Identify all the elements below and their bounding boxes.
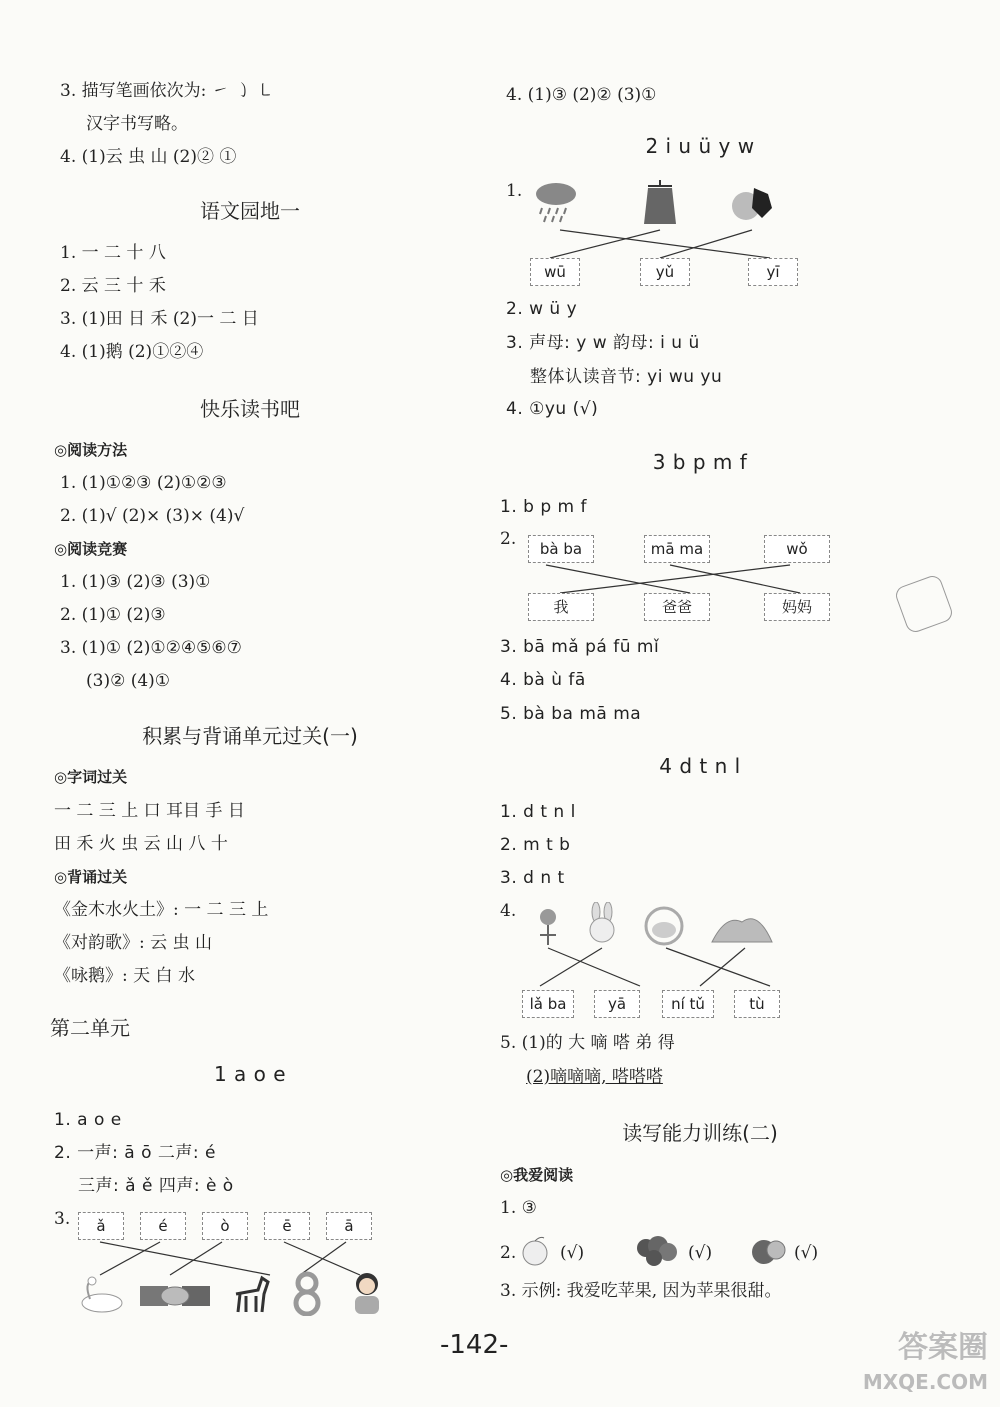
answer-line: 1. b p m f (500, 497, 587, 517)
answer-line: 2. 一声: ā ō 二声: é (54, 1143, 216, 1163)
answer-line: 3. 描写笔画依次为: ㇀ ㇁ ㇄ (60, 81, 274, 101)
answer-line: 3. (1)① (2)①②④⑤⑥⑦ (60, 638, 242, 658)
pinyin-box: ò (202, 1212, 248, 1240)
girl-picture (345, 1270, 389, 1316)
question-number: 4. (500, 901, 517, 921)
answer-line: 3. 示例: 我爱吃苹果, 因为苹果很甜。 (500, 1281, 782, 1301)
pinyin-box: wū (530, 258, 580, 286)
answer-line: 1. (1)①②③ (2)①②③ (60, 473, 227, 493)
mud-pile-picture (710, 910, 774, 946)
subsection-title: ◎字词过关 (54, 768, 128, 786)
answer-line: 一 二 三 上 口 耳目 手 日 (54, 801, 245, 821)
answer-line: 4. (1)鹅 (2)①②④ (60, 342, 204, 362)
answer-line: 4. (1)③ (2)② (3)① (506, 85, 657, 105)
subsection-title: ◎背诵过关 (54, 868, 128, 886)
matching-lines (40, 0, 500, 1407)
pinyin-box: yī (748, 258, 798, 286)
hanzi-box: 妈妈 (764, 593, 830, 621)
section-title: 语文园地一 (200, 199, 300, 223)
answer-line: 三声: ǎ ě 四声: è ò (78, 1176, 234, 1196)
answer-line: 2. (1)√ (2)× (3)× (4)√ (60, 506, 245, 526)
answer-line: 汉字书写略。 (86, 114, 188, 134)
answer-line: 1. a o e (54, 1110, 122, 1130)
handshake-picture (140, 1278, 210, 1314)
question-number: 2. (500, 529, 517, 549)
answer-line: 《对韵歌》: 云 虫 山 (54, 933, 212, 953)
section-title: 读写能力训练(二) (622, 1121, 778, 1145)
answer-line: (2)嘀嘀嘀, 嗒嗒嗒 (526, 1067, 663, 1087)
number-eight-picture (285, 1270, 325, 1316)
rabbit-picture (582, 902, 622, 948)
pinyin-box: ǎ (78, 1212, 124, 1240)
answer-line: 5. (1)的 大 嘀 嗒 弟 得 (500, 1033, 675, 1053)
answer-line: (3)② (4)① (86, 671, 171, 691)
pinyin-box: é (140, 1212, 186, 1240)
pinyin-box: ā (326, 1212, 372, 1240)
pinyin-box: ní tǔ (662, 990, 714, 1018)
section-title: 快乐读书吧 (200, 397, 300, 421)
watermark: 答案圈 MXQE.COM (862, 1330, 988, 1394)
answer-line: 5. bà ba mā ma (500, 704, 642, 724)
question-number: 3. (54, 1209, 71, 1229)
pinyin-box: tù (734, 990, 780, 1018)
answer-line: 2. 云 三 十 禾 (60, 276, 166, 296)
pinyin-box: lǎ ba (522, 990, 574, 1018)
answer-line: 4. ①yu (√) (506, 399, 599, 419)
answer-line: 3. d n t (500, 868, 565, 888)
question-number: 2. (500, 1243, 517, 1263)
answer-line: 3. 声母: y w 韵母: i u ü (506, 333, 700, 353)
trumpet-flower-picture (530, 905, 566, 947)
answer-line: 2. (1)① (2)③ (60, 605, 166, 625)
goose-picture (76, 1275, 126, 1315)
answer-line: 3. bā mǎ pá fū mǐ (500, 637, 660, 657)
horse-picture (230, 1272, 270, 1316)
section-title: 2 i u ü y w (645, 134, 755, 158)
answer-line: 1. (1)③ (2)③ (3)① (60, 572, 211, 592)
subsection-title: ◎阅读方法 (54, 441, 128, 459)
subsection-title: ◎我爱阅读 (500, 1166, 574, 1184)
hanzi-box: 我 (528, 593, 594, 621)
answer-line: 《金木水火土》: 一 二 三 上 (54, 900, 269, 920)
hanzi-box: 爸爸 (644, 593, 710, 621)
pinyin-box: wǒ (764, 535, 830, 563)
section-title: 积累与背诵单元过关(一) (142, 724, 358, 748)
answer-line: 2. m t b (500, 835, 571, 855)
grapes-picture (632, 1232, 680, 1268)
section-title: 1 a o e (213, 1062, 287, 1086)
answer-line: 1. d t n l (500, 802, 576, 822)
check-mark: (√) (560, 1243, 585, 1263)
answer-line: 《咏鹅》: 天 白 水 (54, 966, 195, 986)
page-number: -142- (440, 1330, 509, 1360)
answer-line: 1. 一 二 十 八 (60, 243, 166, 263)
pinyin-box: yā (594, 990, 640, 1018)
pinyin-box: mā ma (644, 535, 710, 563)
check-mark: (√) (688, 1243, 713, 1263)
answer-line: 2. w ü y (506, 299, 578, 319)
answer-line: 4. (1)云 虫 山 (2)② ① (60, 147, 237, 167)
answer-line: 整体认读音节: yi wu yu (530, 367, 723, 387)
answer-line: 4. bà ù fā (500, 670, 586, 690)
duck-picture (640, 904, 688, 948)
pomegranate-picture (748, 1232, 788, 1268)
question-number: 1. (506, 181, 523, 201)
pinyin-box: ē (264, 1212, 310, 1240)
answer-line: 田 禾 火 虫 云 山 八 十 (54, 834, 228, 854)
check-mark: (√) (794, 1243, 819, 1263)
answer-line: 3. (1)田 日 禾 (2)一 二 日 (60, 309, 259, 329)
pinyin-box: yǔ (640, 258, 690, 286)
pinyin-box: bà ba (528, 535, 594, 563)
peach-picture (520, 1234, 550, 1268)
unit-title: 第二单元 (50, 1016, 130, 1040)
answer-line: 1. ③ (500, 1198, 537, 1218)
section-title: 3 b p m f (652, 450, 748, 474)
subsection-title: ◎阅读竞赛 (54, 540, 128, 558)
section-title: 4 d t n l (659, 754, 741, 778)
